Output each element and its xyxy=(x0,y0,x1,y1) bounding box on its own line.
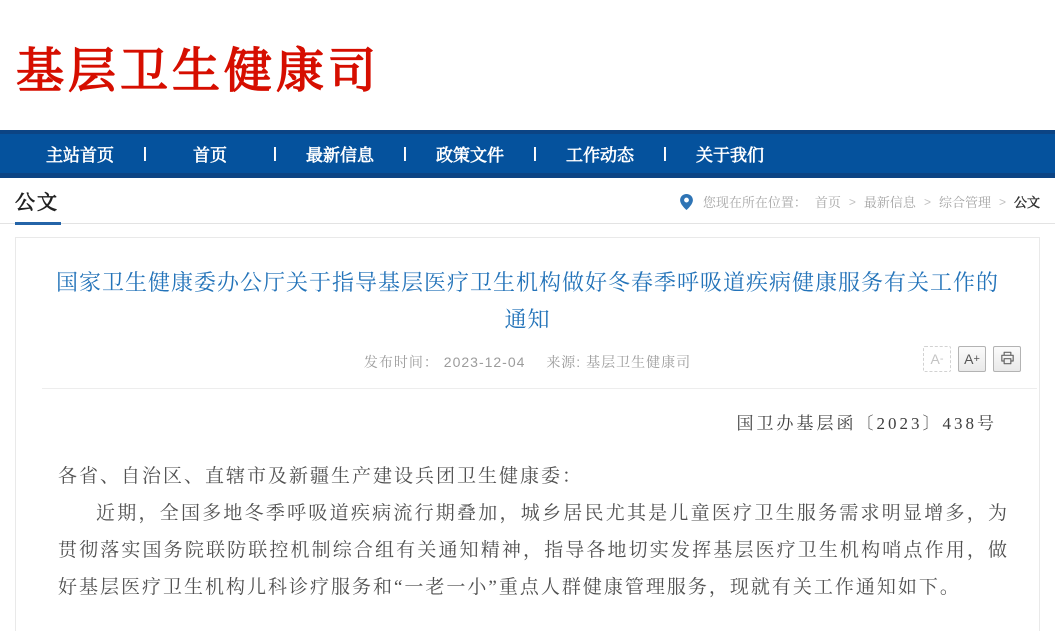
article-container xyxy=(15,237,1040,631)
breadcrumb-separator: > xyxy=(923,194,931,209)
nav-item-home[interactable]: 首页 xyxy=(193,146,227,165)
breadcrumb xyxy=(680,192,1040,211)
nav-item-main-home[interactable]: 主站首页 xyxy=(46,146,114,165)
nav-item-latest-news[interactable]: 最新信息 xyxy=(306,146,374,165)
site-header xyxy=(0,0,1055,130)
publish-time: 发布时间： 2023-12-04 xyxy=(363,354,526,370)
nav-separator: | xyxy=(142,145,148,162)
breadcrumb-location-label: 您现在所在位置： xyxy=(702,195,807,210)
nav-separator: | xyxy=(662,145,668,162)
nav-separator: | xyxy=(402,145,408,162)
article-meta xyxy=(16,352,1039,372)
nav-item-policy-documents[interactable]: 政策文件 xyxy=(436,146,504,165)
site-title: 基层卫生健康司 xyxy=(16,45,381,98)
nav-separator: | xyxy=(272,145,278,162)
article-title: 国家卫生健康委办公厅关于指导基层医疗卫生机构做好冬春季呼吸道疾病健康服务有关工作的通知 xyxy=(55,270,999,332)
meta-divider xyxy=(42,388,1037,389)
breadcrumb-item-home[interactable]: 首页 xyxy=(814,195,841,210)
article-toolbar xyxy=(923,346,1021,372)
main-nav xyxy=(0,130,1055,178)
breadcrumb-item-latest-news[interactable]: 最新信息 xyxy=(863,195,916,210)
salutation-paragraph: 各省、自治区、直辖市及新疆生产建设兵团卫生健康委： xyxy=(58,466,584,487)
nav-separator: | xyxy=(532,145,538,162)
article-source: 来源: 基层卫生健康司 xyxy=(546,354,692,370)
page-section-title: 公文 xyxy=(15,186,61,225)
breadcrumb-row xyxy=(0,178,1055,224)
document-number: 国卫办基层函〔2023〕438号 xyxy=(736,414,997,433)
breadcrumb-separator: > xyxy=(998,194,1006,209)
printer-icon xyxy=(999,350,1016,369)
location-pin-icon xyxy=(680,194,693,210)
font-decrease-button[interactable]: A - xyxy=(923,346,951,372)
font-increase-button[interactable]: A + xyxy=(958,346,986,372)
print-button[interactable] xyxy=(993,346,1021,372)
article-body xyxy=(16,458,1039,606)
breadcrumb-item-general-management[interactable]: 综合管理 xyxy=(938,195,991,210)
breadcrumb-item-current[interactable]: 公文 xyxy=(1013,195,1040,210)
nav-item-work-updates[interactable]: 工作动态 xyxy=(566,146,634,165)
breadcrumb-separator: > xyxy=(848,194,856,209)
body-paragraph: 近期，全国多地冬季呼吸道疾病流行期叠加，城乡居民尤其是儿童医疗卫生服务需求明显增多，为贯彻落实国务院联防联控机制综合组有关通知精神，指导各地切实发挥基层医疗卫生机构哨点作用，做好基层医疗卫生机构儿科诊疗服务和“一老一小”重点人群健康管理服务，现就有关工作通知如下。 xyxy=(58,503,1009,598)
nav-item-about-us[interactable]: 关于我们 xyxy=(696,146,764,165)
